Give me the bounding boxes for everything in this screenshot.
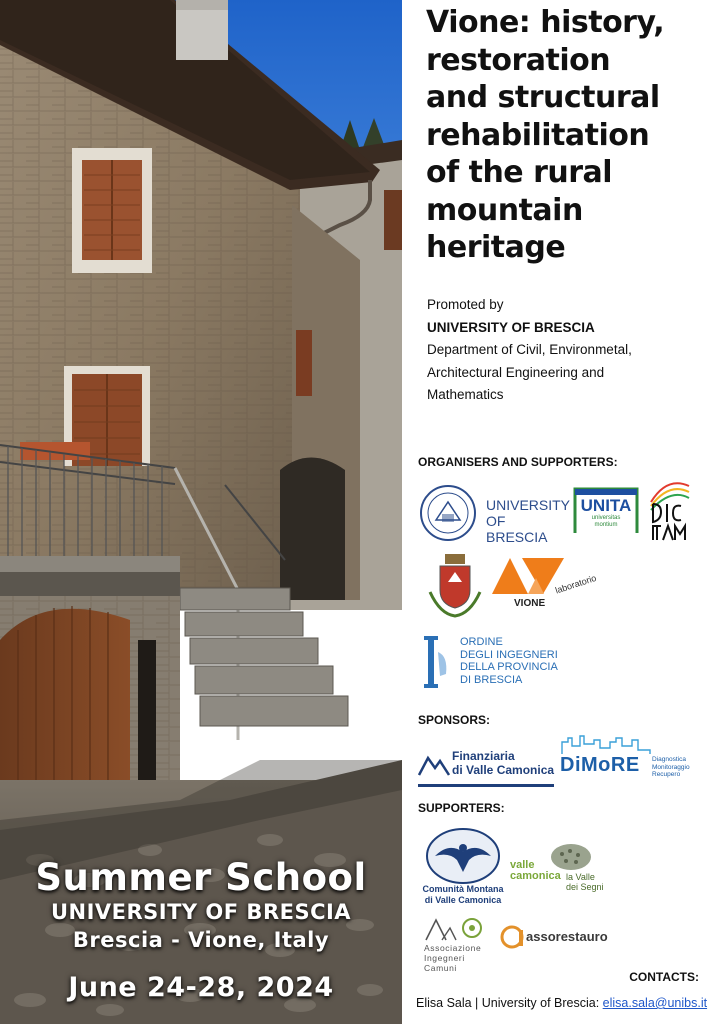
finanziaria-text: di Valle Camonica — [452, 762, 555, 777]
dimore-sub: Recupero — [652, 771, 681, 778]
department-line: Department of Civil, Environmetal, — [427, 342, 632, 357]
poster-title — [426, 4, 706, 267]
assorestauro-logo — [500, 924, 610, 954]
title-line: rehabilitation — [426, 117, 650, 153]
organisers-heading: ORGANISERS AND SUPPORTERS: — [418, 455, 618, 469]
promoter-university: UNIVERSITY OF BRESCIA — [427, 319, 595, 335]
title-line: and structural — [426, 80, 660, 115]
comunita-text: di Valle Camonica — [424, 895, 502, 905]
unita-subtext: montium — [594, 522, 618, 528]
title-line: Vione: history, — [426, 5, 665, 40]
mountains-icon — [418, 754, 450, 776]
promoted-by-label: Promoted by — [427, 297, 504, 312]
comunita-text: Comunità Montana — [422, 884, 504, 894]
eagle-emblem-icon — [425, 828, 501, 884]
comunita-montana-logo — [416, 828, 510, 908]
aic-text: Camuni — [424, 963, 457, 973]
valle-sub: dei Segni — [566, 882, 604, 892]
promoted-by-block — [427, 294, 707, 407]
title-line: of the rural — [426, 155, 613, 190]
vione-coat-of-arms — [426, 552, 484, 622]
unita-subtext: universitas — [591, 515, 621, 521]
contact-email-link[interactable]: elisa.sala@unibs.it — [602, 996, 708, 1010]
dimore-sub: Monitoraggio — [652, 763, 690, 771]
dicatam-icon — [647, 474, 693, 544]
unita-logo — [572, 486, 640, 536]
finanziaria-underline — [418, 784, 554, 787]
aic-logo — [424, 916, 494, 974]
summer-school-heading: Summer School — [35, 856, 367, 899]
unibs-logo-text: OF BRESCIA — [486, 513, 548, 545]
ordine-ingegneri-logo — [424, 634, 564, 690]
valle-camonica-logo — [506, 842, 626, 892]
dicatam-logo — [647, 474, 693, 544]
sponsors-heading: SPONSORS: — [418, 713, 491, 727]
department-line: Architectural Engineering and — [427, 364, 605, 380]
ordine-text: ORDINE — [460, 636, 503, 648]
vione-triangles-icon — [492, 556, 564, 596]
unibs-seal-icon — [418, 484, 478, 542]
valle-text: valle — [510, 859, 535, 871]
vione-logo-sub: laboratorio — [554, 572, 598, 596]
finanziaria-text: Finanziaria — [452, 749, 515, 763]
valle-sub: la Valle — [566, 872, 595, 882]
title-line: restoration — [426, 42, 611, 78]
ordine-text: DELLA PROVINCIA — [460, 661, 558, 674]
contacts-heading: CONTACTS: — [629, 970, 699, 984]
department-line: Mathematics — [427, 387, 504, 402]
overlay-location: Brescia - Vione, Italy — [72, 928, 330, 952]
assorestauro-text: assorestauro — [526, 929, 608, 944]
dimore-logo — [560, 734, 700, 784]
info-panel — [402, 0, 709, 1024]
overlay-university: UNIVERSITY OF BRESCIA — [50, 900, 352, 924]
ordine-text: DEGLI INGEGNERI — [460, 648, 558, 661]
assorestauro-mark-icon — [500, 924, 524, 950]
ordine-text: DI BRESCIA — [460, 673, 523, 686]
vione-laboratorio-logo — [490, 556, 620, 618]
skyline-icon — [560, 734, 672, 756]
aic-text: Associazione — [424, 943, 482, 953]
coat-of-arms-icon — [426, 552, 484, 622]
ordine-figure-icon — [424, 634, 456, 690]
unibs-logo-text: UNIVERSITY — [486, 497, 571, 513]
unita-text: UNITA — [580, 496, 632, 515]
contact-text: Elisa Sala | University of Brescia: — [416, 996, 603, 1010]
supporters-heading: SUPPORTERS: — [418, 801, 505, 815]
title-line: heritage — [426, 230, 566, 265]
valle-text: camonica — [510, 870, 561, 882]
aic-symbol-icon — [424, 916, 490, 942]
title-line: mountain — [426, 192, 583, 228]
dimore-sub: Diagnostica — [652, 756, 686, 763]
vione-logo-name: VIONE — [514, 598, 546, 609]
contact-line — [416, 996, 707, 1010]
finanziaria-logo — [418, 748, 556, 790]
unibs-logo — [418, 484, 571, 545]
aic-text: Ingegneri — [424, 953, 465, 963]
dimore-name: DiMoRE — [560, 754, 640, 776]
overlay-dates: June 24-28, 2024 — [68, 972, 334, 1003]
